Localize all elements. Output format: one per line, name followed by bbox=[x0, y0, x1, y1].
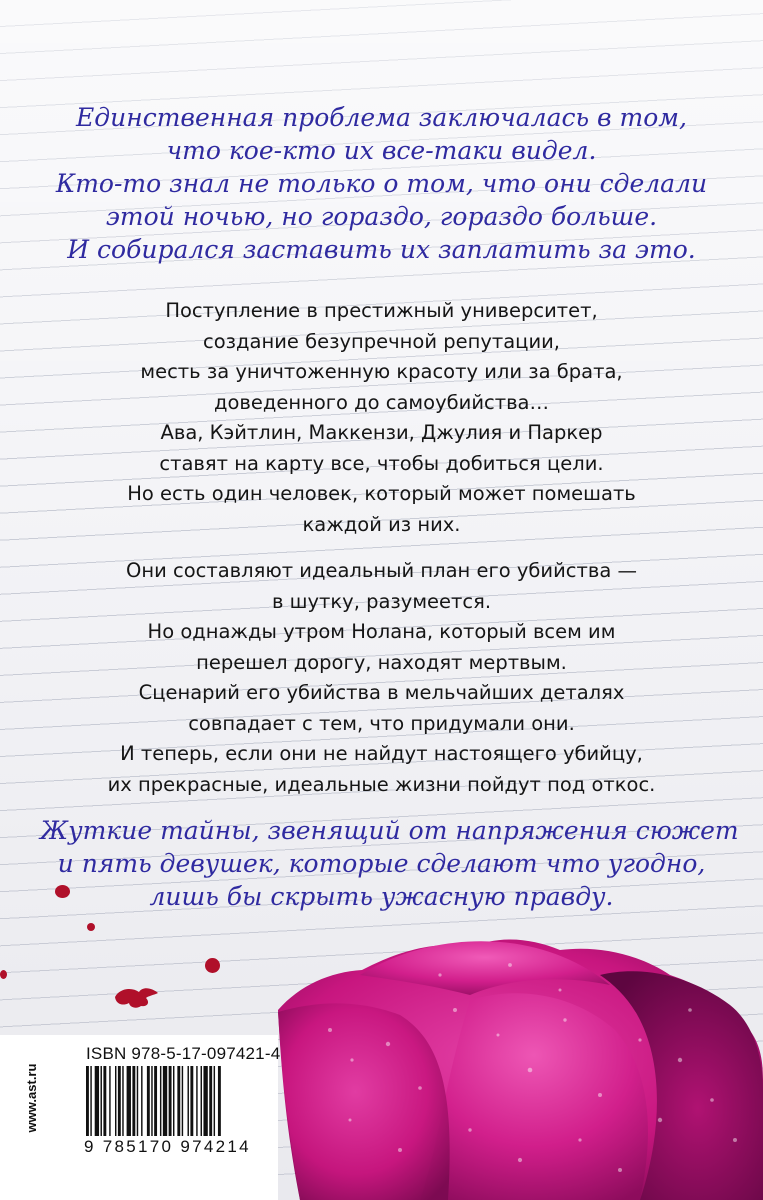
synopsis-line: ставят на карту все, чтобы добиться цели. bbox=[159, 451, 604, 475]
publisher-url: www.ast.ru bbox=[24, 1063, 39, 1133]
barcode-bar bbox=[163, 1066, 167, 1136]
barcode-bar bbox=[141, 1066, 142, 1136]
barcode-bar bbox=[173, 1066, 174, 1136]
barcode-bar bbox=[90, 1066, 91, 1136]
barcode-bar bbox=[177, 1066, 180, 1136]
closing-line: Жуткие тайны, звенящий от напряжения сюжет bbox=[40, 816, 739, 845]
synopsis-line: Поступление в престижный университет, bbox=[165, 299, 598, 322]
synopsis-line: Ава, Кэйтлин, Маккензи, Джулия и Паркер bbox=[160, 421, 603, 444]
closing-line: лишь бы скрыть ужасную правду. bbox=[149, 882, 614, 911]
barcode-bar bbox=[151, 1066, 152, 1136]
synopsis-line: Они составляют идеальный план его убийства — bbox=[126, 559, 637, 582]
barcode-bar bbox=[118, 1066, 121, 1136]
barcode-bar bbox=[115, 1066, 116, 1136]
synopsis-line: совпадает с тем, что придумали они. bbox=[188, 711, 575, 735]
barcode-bar bbox=[95, 1066, 99, 1136]
barcode bbox=[84, 1066, 266, 1136]
barcode-bar bbox=[154, 1066, 157, 1136]
synopsis-line: каждой из них. bbox=[302, 512, 461, 536]
intro-line: Кто-то знал не только о том, что они сделали bbox=[55, 169, 708, 198]
intro-line: что кое-кто их все-таки видел. bbox=[166, 136, 597, 165]
barcode-bar bbox=[196, 1066, 197, 1136]
barcode-bar bbox=[109, 1066, 110, 1136]
isbn-number: ISBN 978-5-17-097421-4 bbox=[86, 1044, 281, 1063]
synopsis-line: Но однажды утром Нолана, который всем им bbox=[147, 620, 616, 643]
barcode-bar bbox=[203, 1066, 207, 1136]
synopsis-line: перешел дорогу, находят мертвым. bbox=[196, 650, 567, 674]
barcode-bar bbox=[147, 1066, 150, 1136]
synopsis-line: И теперь, если они не найдут настоящего убийцу, bbox=[120, 742, 643, 765]
synopsis-line: доведенного до самоубийства… bbox=[213, 390, 550, 414]
synopsis-line: Но есть один человек, который может помешать bbox=[127, 482, 636, 505]
barcode-bar bbox=[86, 1066, 89, 1136]
closing-line: и пять девушек, которые сделают что угодно, bbox=[57, 849, 706, 878]
barcode-bar bbox=[188, 1066, 189, 1136]
synopsis-line: их прекрасные, идеальные жизни пойдут под откос. bbox=[107, 772, 656, 796]
barcode-bar bbox=[209, 1066, 212, 1136]
synopsis-line: месть за уничтоженную красоту или за брата, bbox=[140, 360, 623, 383]
barcode-bar bbox=[160, 1066, 161, 1136]
barcode-bar bbox=[190, 1066, 193, 1136]
barcode-bar bbox=[218, 1066, 221, 1136]
intro-line: этой ночью, но гораздо, гораздо больше. bbox=[105, 202, 658, 231]
intro-line: И собирался заставить их заплатить за это. bbox=[67, 235, 696, 264]
barcode-bar bbox=[201, 1066, 202, 1136]
barcode-bar bbox=[214, 1066, 215, 1136]
intro-line: Единственная проблема заключалась в том, bbox=[76, 103, 687, 132]
barcode-bar bbox=[127, 1066, 131, 1136]
barcode-bar bbox=[103, 1066, 106, 1136]
barcode-bar bbox=[101, 1066, 102, 1136]
synopsis-line: в шутку, разумеется. bbox=[271, 589, 492, 613]
barcode-bar bbox=[132, 1066, 135, 1136]
barcode-bar bbox=[122, 1066, 123, 1136]
barcode-bar bbox=[182, 1066, 183, 1136]
barcode-bar bbox=[169, 1066, 172, 1136]
synopsis-line: создание безупречной репутации, bbox=[203, 329, 560, 353]
synopsis-line: Сценарий его убийства в мельчайших деталях bbox=[138, 681, 625, 704]
barcode-digits: 9 785170 974214 bbox=[84, 1137, 251, 1156]
barcode-bar bbox=[137, 1066, 138, 1136]
